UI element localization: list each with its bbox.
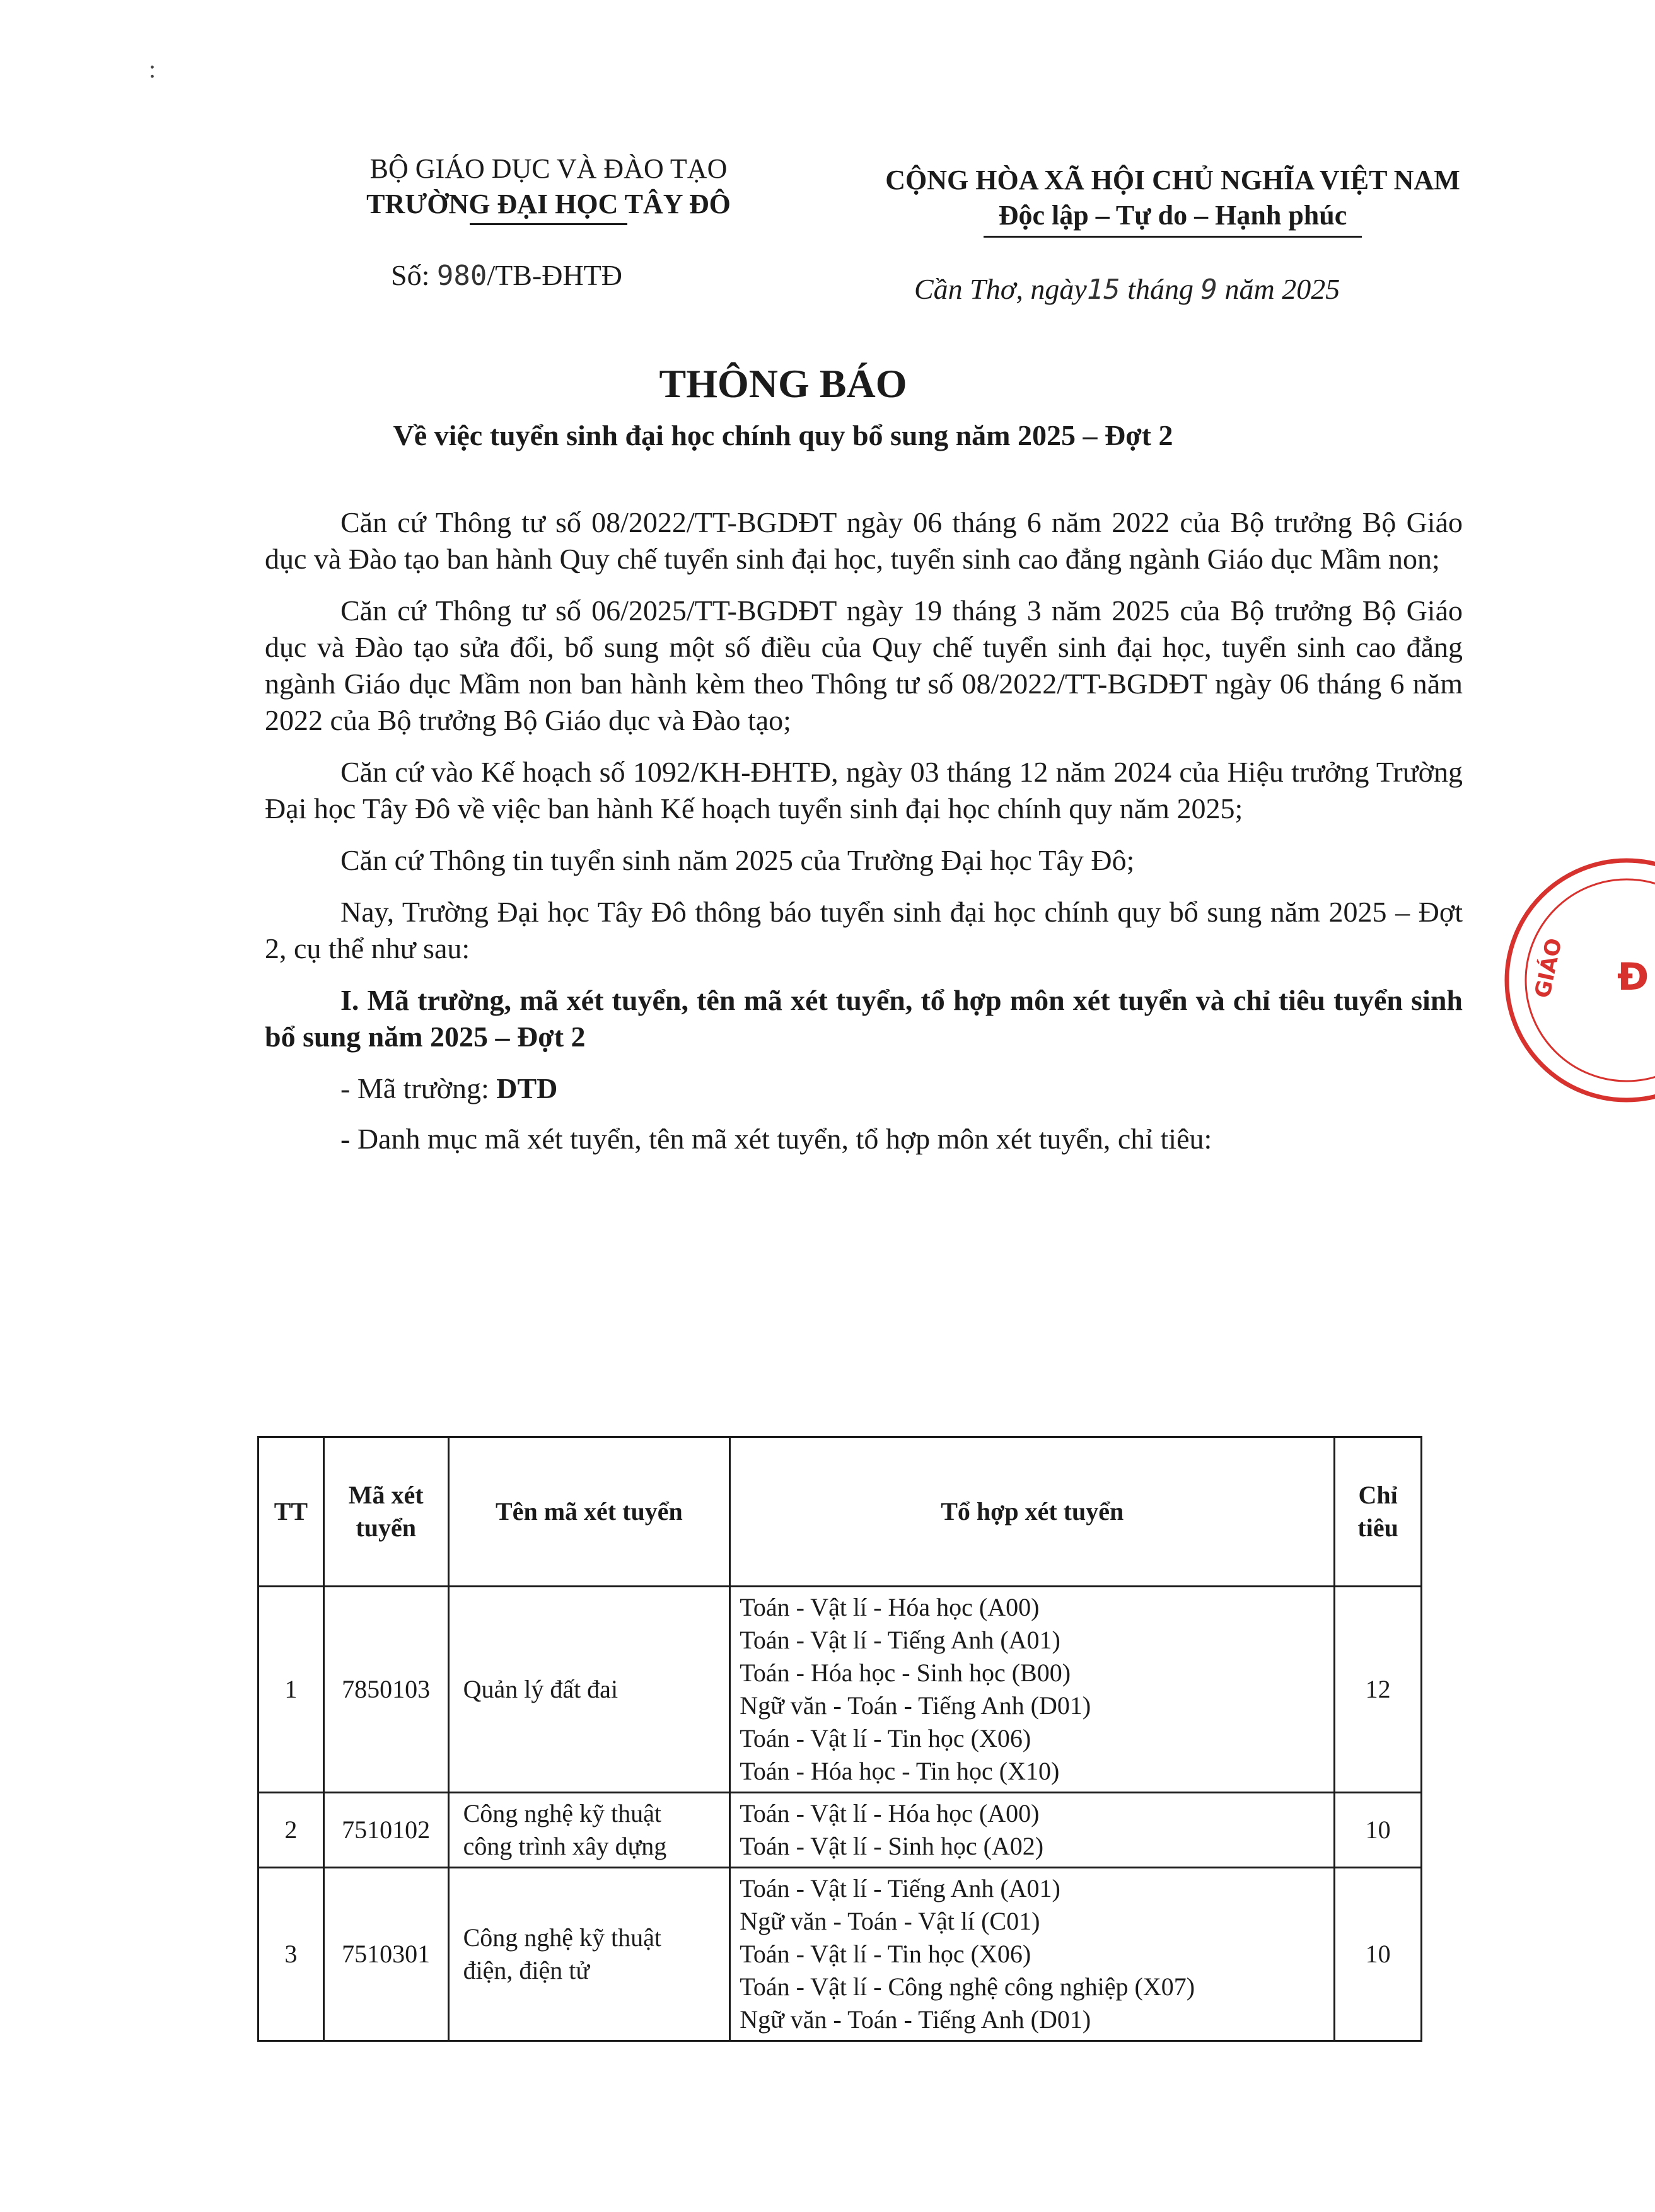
cell-tt: 1 (258, 1587, 324, 1793)
combination: Ngữ văn - Toán - Tiếng Anh (D01) (740, 2005, 1091, 2034)
cell-code: 7850103 (323, 1587, 448, 1793)
cell-code: 7510301 (323, 1868, 448, 2041)
paragraph: Căn cứ Thông tin tuyển sinh năm 2025 của Trường Đại học Tây Đô; (340, 844, 1135, 876)
table-header-row (258, 1437, 1422, 1587)
paragraph: Căn cứ Thông tư số 08/2022/TT-BGDĐT ngày 06 tháng 6 năm 2022 của Bộ trưởng Bộ Giáo dục và Đào tạo ban hành Quy chế tuyển sinh đại học, tuyển sinh cao đẳng ngành Giáo dục Mầm non; (265, 506, 1463, 575)
combination: Toán - Vật lí - Tin học (X06) (740, 1940, 1031, 1968)
table-row (258, 1793, 1422, 1868)
issuer-block (271, 151, 826, 225)
list-intro: - Danh mục mã xét tuyển, tên mã xét tuyển, tổ hợp môn xét tuyển, chỉ tiêu: (340, 1123, 1212, 1155)
paragraph: Căn cứ Thông tư số 06/2025/TT-BGDĐT ngày 19 tháng 3 năm 2025 của Bộ trưởng Bộ Giáo dục và Đào tạo sửa đổi, bổ sung một số điều của Quy chế tuyển sinh đại học, tuyển sinh cao đẳng ngành Giáo dục Mầm non ban hành kèm theo Thông tư số 08/2022/TT-BGDĐT ngày 06 tháng 6 năm 2022 của Bộ trưởng Bộ Giáo dục và Đào tạo; (265, 594, 1463, 736)
document-subtitle: Về việc tuyển sinh đại học chính quy bổ sung năm 2025 – Đợt 2 (393, 419, 1173, 451)
section-heading: I. Mã trường, mã xét tuyển, tên mã xét tuyển, tổ hợp môn xét tuyển và chỉ tiêu tuyển sinh bổ sung năm 2025 – Đợt 2 (265, 984, 1463, 1053)
cell-quota: 10 (1335, 1868, 1422, 2041)
official-stamp (1491, 845, 1655, 1116)
table-row (258, 1868, 1422, 2041)
issuer-underline (470, 223, 627, 225)
header-quota: Chỉ tiêu (1335, 1437, 1422, 1587)
cell-name: Công nghệ kỹ thuật điện, điện tử (448, 1868, 730, 2041)
combination: Toán - Vật lí - Hóa học (A00) (740, 1799, 1040, 1827)
combination: Toán - Vật lí - Tiếng Anh (A01) (740, 1626, 1060, 1654)
combination: Toán - Hóa học - Sinh học (B00) (740, 1659, 1071, 1687)
header-tt: TT (258, 1437, 324, 1587)
svg-text:Đ: Đ (1617, 955, 1649, 999)
combination: Toán - Vật lí - Công nghệ công nghiệp (X07) (740, 1972, 1195, 2001)
table-row (258, 1587, 1422, 1793)
header-name: Tên mã xét tuyển (448, 1437, 730, 1587)
document-number: Số: 980/TB-ĐHTĐ (391, 259, 622, 292)
cell-quota: 10 (1335, 1793, 1422, 1868)
combination: Toán - Vật lí - Tiếng Anh (A01) (740, 1874, 1060, 1902)
paragraph: Nay, Trường Đại học Tây Đô thông báo tuyển sinh đại học chính quy bổ sung năm 2025 – Đợt 2, cụ thể như sau: (265, 896, 1463, 964)
combination: Toán - Vật lí - Tin học (X06) (740, 1724, 1031, 1752)
cell-combinations (730, 1868, 1335, 2041)
header-code: Mã xét tuyển (323, 1437, 448, 1587)
scan-mark: : (149, 55, 156, 83)
paragraph: Căn cứ vào Kế hoạch số 1092/KH-ĐHTĐ, ngày 03 tháng 12 năm 2024 của Hiệu trưởng Trường Đại học Tây Đô về việc ban hành Kế hoạch tuyển sinh đại học chính quy năm 2025; (265, 756, 1463, 825)
school-code: DTD (496, 1072, 558, 1104)
cell-quota: 12 (1335, 1587, 1422, 1793)
motto: Độc lập – Tự do – Hạnh phúc (998, 200, 1347, 231)
cell-code: 7510102 (323, 1793, 448, 1868)
combination: Toán - Vật lí - Hóa học (A00) (740, 1593, 1040, 1621)
date-line: Cần Thơ, ngày15 tháng 9 năm 2025 (914, 273, 1340, 306)
cell-combinations (730, 1587, 1335, 1793)
admission-table (257, 1436, 1422, 2042)
date-day-handwritten: 15 (1086, 274, 1120, 306)
combination: Ngữ văn - Toán - Tiếng Anh (D01) (740, 1691, 1091, 1720)
combination: Toán - Hóa học - Tin học (X10) (740, 1757, 1060, 1785)
republic-name: CỘNG HÒA XÃ HỘI CHỦ NGHĨA VIỆT NAM (885, 165, 1460, 195)
cell-tt: 3 (258, 1868, 324, 2041)
university-name: TRƯỜNG ĐẠI HỌC TÂY ĐÔ (366, 188, 731, 219)
document-body (265, 504, 1463, 1171)
date-month-handwritten: 9 (1200, 274, 1217, 306)
combination: Ngữ văn - Toán - Vật lí (C01) (740, 1907, 1040, 1935)
cell-name: Công nghệ kỹ thuật công trình xây dựng (448, 1793, 730, 1868)
motto-underline (984, 236, 1362, 238)
school-code-line: - Mã trường: DTD (340, 1072, 558, 1104)
doc-number-handwritten: 980 (436, 260, 487, 292)
combination: Toán - Vật lí - Sinh học (A02) (740, 1832, 1044, 1860)
document-title: THÔNG BÁO (659, 361, 907, 406)
cell-tt: 2 (258, 1793, 324, 1868)
cell-name: Quản lý đất đai (448, 1587, 730, 1793)
stamp-text: GIÁO (1530, 935, 1567, 1000)
header-combination: Tổ hợp xét tuyển (730, 1437, 1335, 1587)
cell-combinations (730, 1793, 1335, 1868)
national-header (820, 163, 1526, 238)
ministry-name: BỘ GIÁO DỤC VÀ ĐÀO TẠO (369, 153, 728, 184)
